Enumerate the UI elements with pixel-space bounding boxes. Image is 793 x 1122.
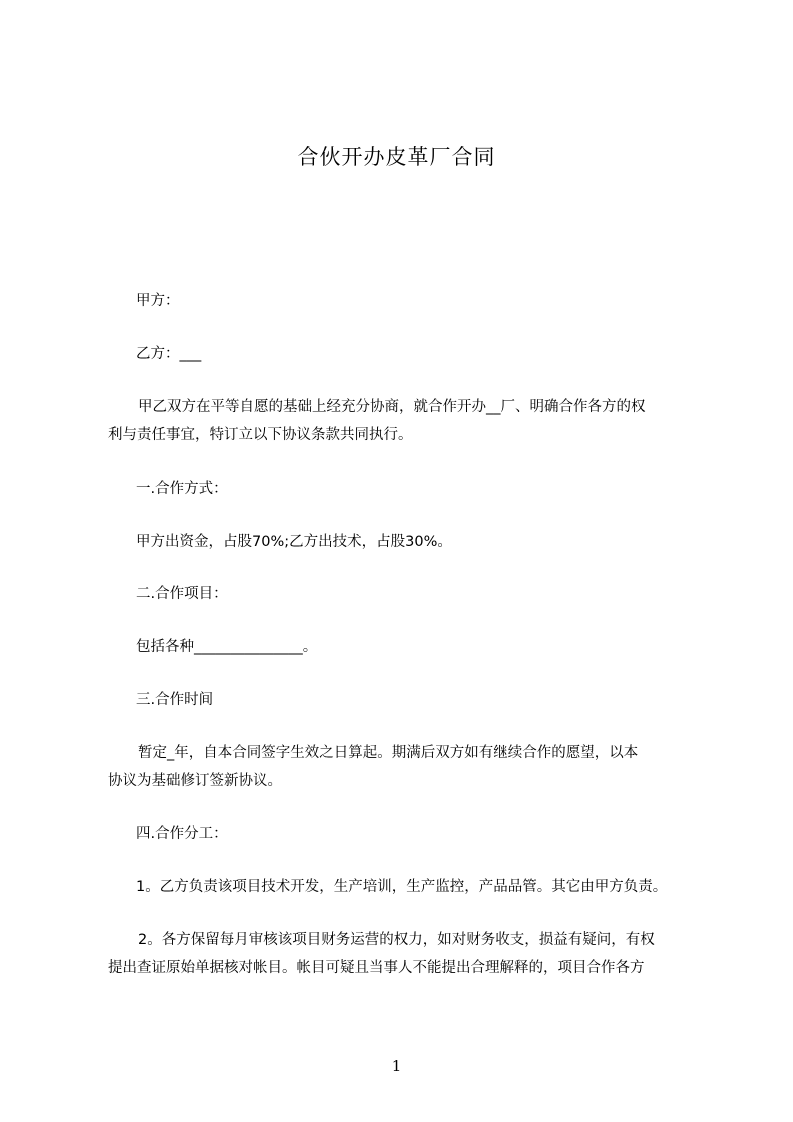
party-a-line: 甲方： <box>136 293 180 309</box>
intro-paragraph <box>108 393 718 449</box>
page-number: 1 <box>391 1057 402 1075</box>
section-4-item-2 <box>108 926 718 982</box>
section-1-text: 甲方出资金，占股70%;乙方出技术，占股30%。 <box>136 534 452 550</box>
intro-line-1: 甲乙双方在平等自愿的基础上经充分协商，就合作开办__厂、明确合作各方的权 <box>138 399 646 415</box>
section-3-heading: 三.合作时间 <box>136 692 214 708</box>
section-3-line-2: 协议为基础修订签新协议。 <box>108 773 282 789</box>
section-4-item-1: 1。乙方负责该项目技术开发，生产培训，生产监控，产品品管。其它由甲方负责。 <box>136 879 668 895</box>
section-3-paragraph <box>108 739 718 795</box>
party-b-line: 乙方：___ <box>136 346 202 362</box>
section-4-item-2-line-2: 提出查证原始单据核对帐目。帐目可疑且当事人不能提出合理解释的，项目合作各方 <box>108 960 645 976</box>
document-title: 合伙开办皮革厂合同 <box>297 145 496 169</box>
intro-line-2: 利与责任事宜，特订立以下协议条款共同执行。 <box>108 427 413 443</box>
section-4-item-2-line-1: 2。各方保留每月审核该项目财务运营的权力，如对财务收支，损益有疑问，有权 <box>138 932 655 948</box>
section-2-text: 包括各种_______________。 <box>136 639 318 655</box>
section-4-heading: 四.合作分工： <box>136 826 228 842</box>
section-3-line-1: 暂定_年，自本合同签字生效之日算起。期满后双方如有继续合作的愿望，以本 <box>138 745 639 761</box>
section-1-heading: 一.合作方式： <box>136 481 228 497</box>
section-2-heading: 二.合作项目： <box>136 586 228 602</box>
